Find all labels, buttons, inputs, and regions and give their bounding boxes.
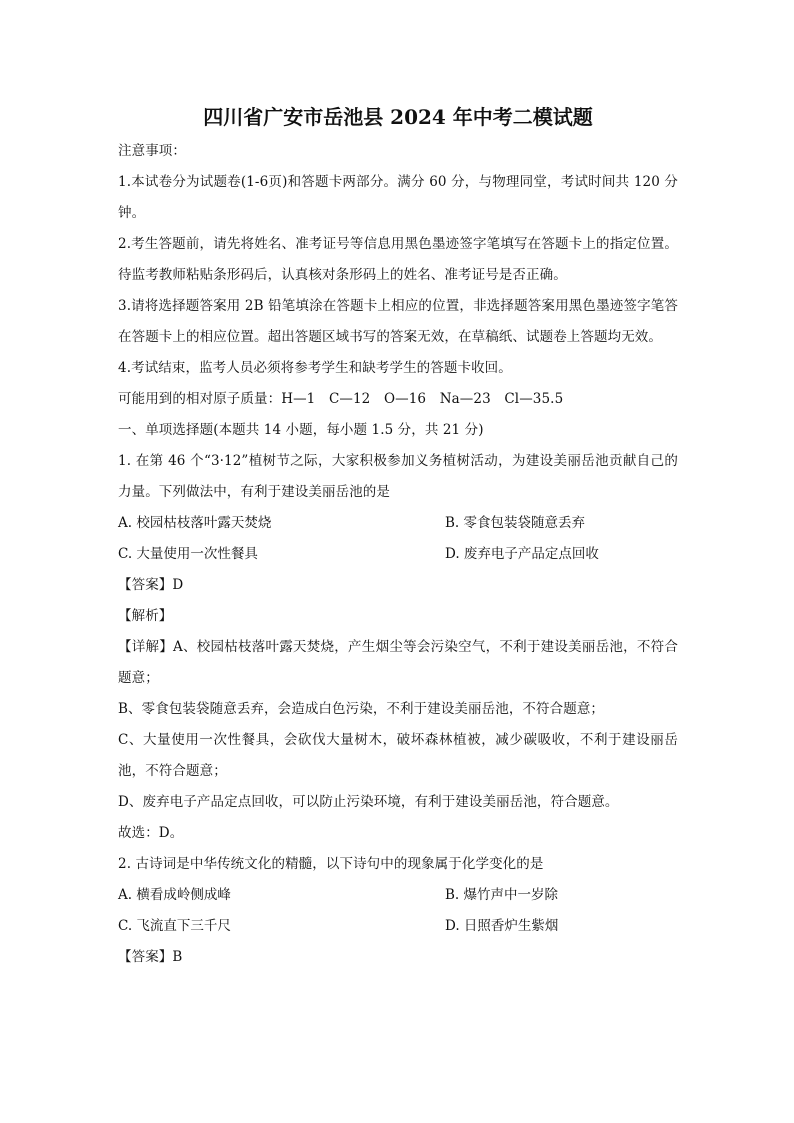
question-2-stem: 2. 古诗词是中华传统文化的精髓，以下诗句中的现象属于化学变化的是 <box>118 856 544 872</box>
question-1-stem: 1. 在第 46 个“3·12”植树节之际，大家积极参加义务植树活动，为建设美丽岳池贡献自己的力量。下列做法中，有利于建设美丽岳池的是 <box>118 453 678 500</box>
option-a: A. 校园枯枝落叶露天焚烧 <box>118 515 272 531</box>
atomic-mass-line: 可能用到的相对原子质量：H—1 C—12 O—16 Na—23 Cl—35.5 <box>118 391 564 407</box>
option-b: B. 爆竹声中一岁除 <box>445 887 559 903</box>
question-2-options-row-1 <box>118 880 678 911</box>
question-1-options-row-1 <box>118 508 678 539</box>
question-1-conclusion: 故选：D。 <box>118 825 184 841</box>
question-1-detail: C、大量使用一次性餐具，会砍伐大量树木，破坏森林植被，减少碳吸收，不利于建设丽岳池，不符合题意； <box>118 732 678 779</box>
option-c: C. 飞流直下三千尺 <box>118 918 231 934</box>
notice-heading: 注意事项： <box>118 143 186 159</box>
exam-page <box>118 100 678 973</box>
question-1-answer: 【答案】D <box>118 577 184 593</box>
question-1-detail: D、废弃电子产品定点回收，可以防止污染环境，有利于建设美丽岳池，符合题意。 <box>118 794 619 810</box>
question-2-answer: 【答案】B <box>118 949 183 965</box>
option-a: A. 横看成岭侧成峰 <box>118 887 231 903</box>
question-1-detail: 【详解】A、校园枯枝落叶露天焚烧，产生烟尘等会污染空气，不利于建设美丽岳池，不符合题意； <box>118 639 678 686</box>
page-title: 四川省广安市岳池县 2024 年中考二模试题 <box>203 105 593 129</box>
option-c: C. 大量使用一次性餐具 <box>118 546 258 562</box>
notice-item: 3.请将选择题答案用 2B 铅笔填涂在答题卡上相应的位置，非选择题答案用黑色墨迹签字笔答在答题卡上的相应位置。超出答题区域书写的答案无效，在草稿纸、试题卷上答题均无效。 <box>118 298 678 345</box>
question-1-options-row-2 <box>118 539 678 570</box>
option-d: D. 废弃电子产品定点回收 <box>445 546 599 562</box>
notice-item: 2.考生答题前，请先将姓名、准考证号等信息用黑色墨迹签字笔填写在答题卡上的指定位置。待监考教师粘贴条形码后，认真核对条形码上的姓名、准考证号是否正确。 <box>118 236 678 283</box>
notice-item: 1.本试卷分为试题卷(1-6页)和答题卡两部分。满分 60 分，与物理同堂，考试时间共 120 分钟。 <box>118 174 678 221</box>
section-heading: 一、单项选择题(本题共 14 小题，每小题 1.5 分，共 21 分) <box>118 422 484 438</box>
question-1-detail: B、零食包装袋随意丢弃，会造成白色污染，不利于建设美丽岳池，不符合题意； <box>118 701 605 717</box>
notice-item: 4.考试结束，监考人员必须将参考学生和缺考学生的答题卡收回。 <box>118 360 512 376</box>
option-d: D. 日照香炉生紫烟 <box>445 918 559 934</box>
question-2-options-row-2 <box>118 911 678 942</box>
option-b: B. 零食包装袋随意丢弃 <box>445 515 586 531</box>
question-1-analysis-label: 【解析】 <box>118 608 173 624</box>
